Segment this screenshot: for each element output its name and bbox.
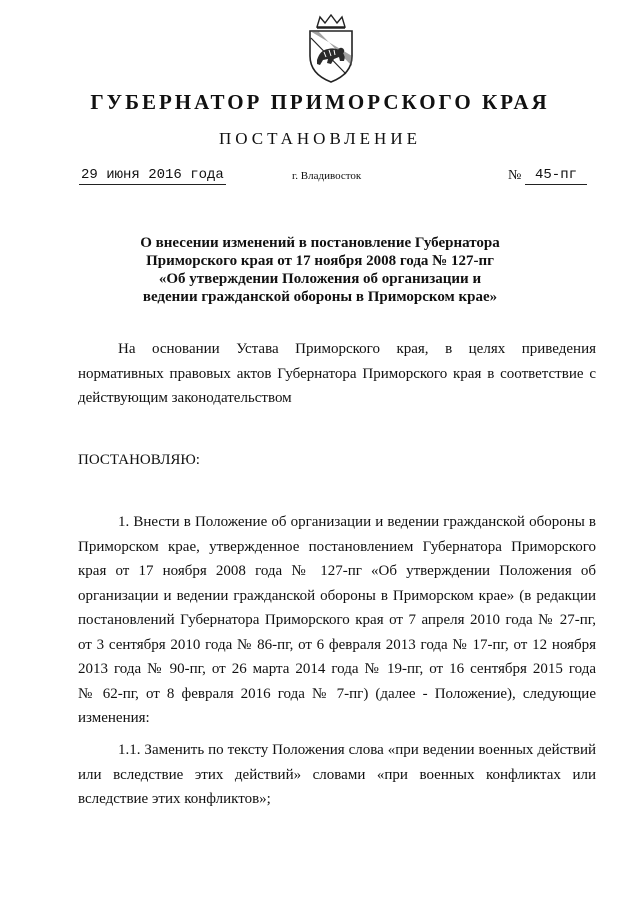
subject-line: Приморского края от 17 ноября 2008 года № 127-пг: [146, 253, 494, 269]
subject-line: ведении гражданской обороны в Приморском крае»: [142, 289, 498, 305]
paragraph-line: № 62-пг, от 8 февраля 2016 года № 7-пг) (далее - Положение), следующие: [78, 685, 596, 702]
paragraph-line: 2013 года № 90-пг, от 26 марта 2014 года № 19-пг, от 16 сентября 2015 года: [78, 661, 596, 677]
paragraph-line: постановлений Губернатора Приморского края от 7 апреля 2010 года № 27-пг,: [78, 612, 596, 628]
paragraph-line: 1. Внести в Положение об организации и ведении гражданской обороны в: [118, 514, 596, 530]
paragraph-line: нормативных правовых актов Губернатора Приморского края в соответствие с: [78, 365, 596, 382]
governor-title: ГУБЕРНАТОР ПРИМОРСКОГО КРАЯ: [90, 90, 550, 114]
paragraph-line: 1.1. Заменить по тексту Положения слова «при ведении военных действий: [118, 742, 596, 758]
decree-meta: [0, 167, 640, 189]
paragraph-line: края от 17 ноября 2008 года № 127-пг «Об утверждении Положения об: [78, 563, 596, 579]
paragraph-line: действующим законодательством: [78, 390, 292, 406]
paragraph-line: На основании Устава Приморского края, в целях приведения: [118, 341, 596, 357]
paragraph-line: от 3 сентября 2010 года № 86-пг, от 6 февраля 2013 года № 17-пг, от 12 ноября: [78, 636, 596, 653]
subject-line: О внесении изменений в постановление Губернатора: [140, 235, 500, 251]
decree-city: г. Владивосток: [292, 170, 362, 182]
paragraph-line: организации и ведении гражданской обороны в Приморском крае» (в редакции: [78, 587, 596, 604]
document-type: ПОСТАНОВЛЕНИЕ: [218, 129, 421, 148]
decree-subject: [100, 234, 540, 306]
decree-number-label: №: [508, 168, 522, 183]
item-1-1-paragraph: [78, 738, 596, 812]
basis-paragraph: [78, 337, 596, 411]
paragraph-line: Приморском крае, утвержденное постановлением Губернатора Приморского: [78, 538, 596, 555]
paragraph-line: или вследствие этих действий» словами «при военных конфликтах или: [78, 766, 596, 783]
subject-line: «Об утверждении Положения об организации и: [158, 271, 482, 287]
item-1-paragraph: [78, 510, 596, 731]
decree-number: 45-пг: [525, 167, 587, 185]
decree-resolution-word: ПОСТАНОВЛЯЮ:: [78, 452, 200, 468]
paragraph-line: изменения:: [78, 710, 150, 726]
decree-date: 29 июня 2016 года: [81, 167, 224, 183]
coat-of-arms-icon: [300, 14, 362, 84]
paragraph-line: вследствие этих конфликтов»;: [78, 791, 271, 807]
